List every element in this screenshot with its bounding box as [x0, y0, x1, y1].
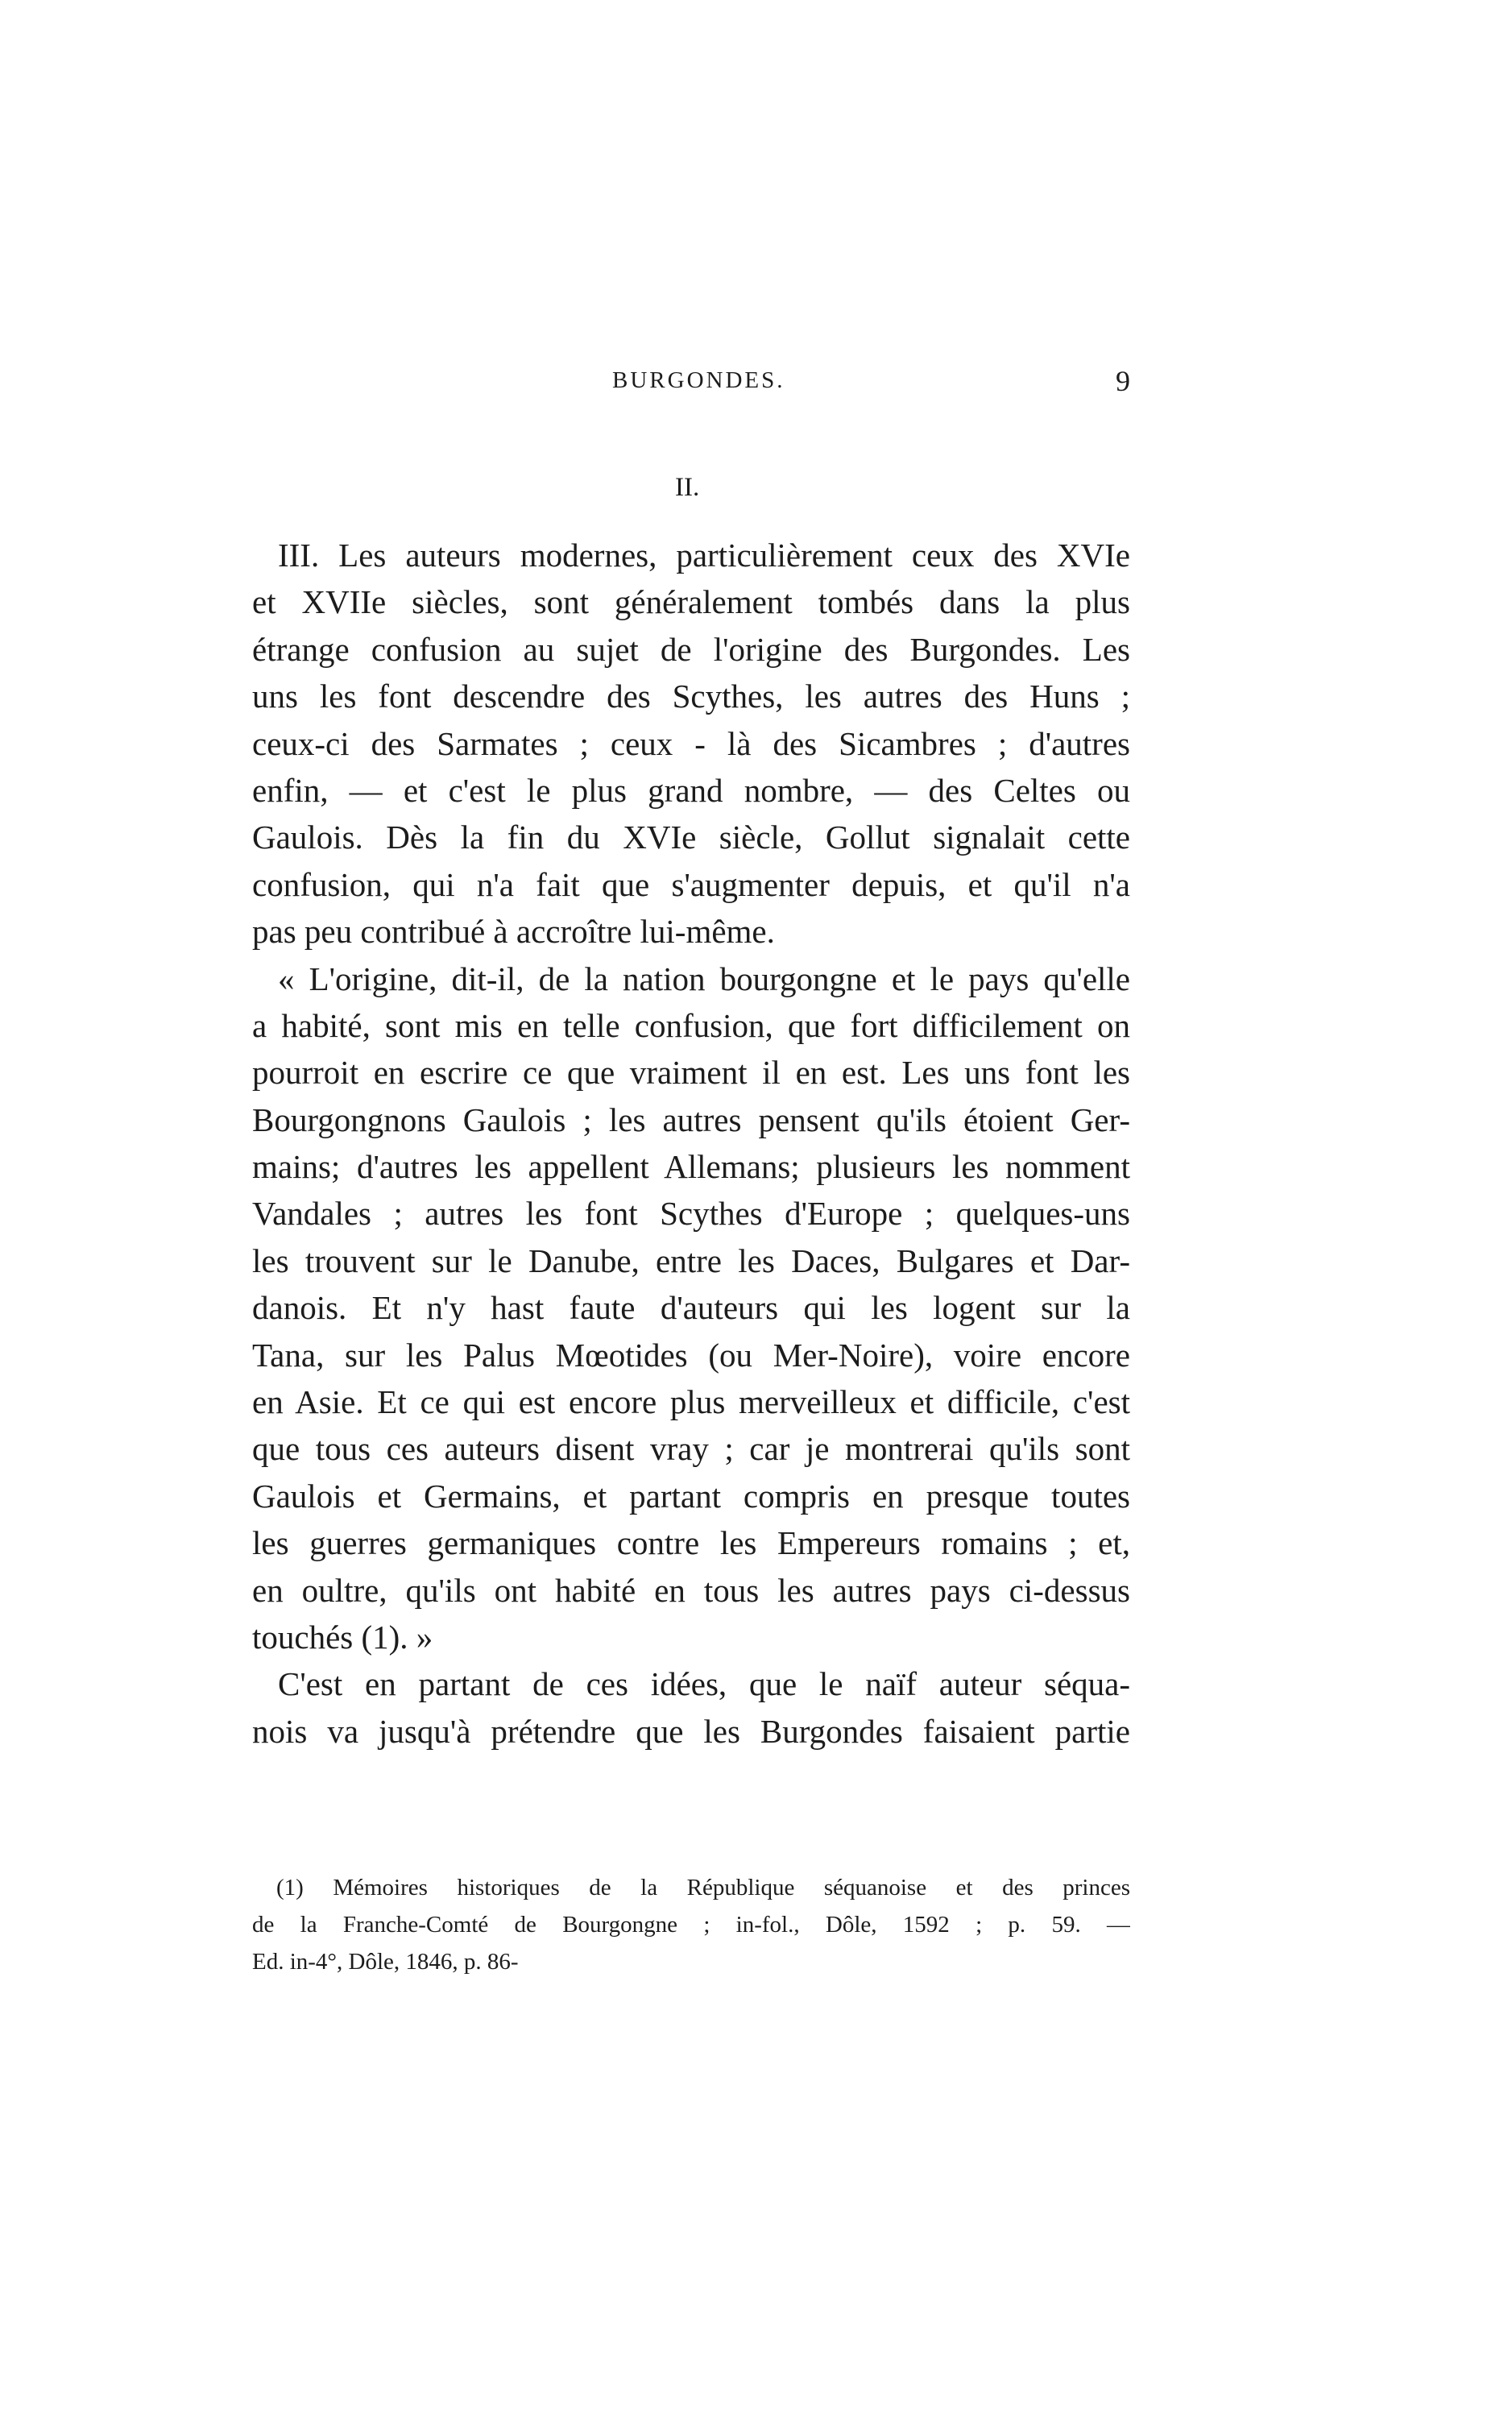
quote-line: « L'origine, dit-il, de la nation bourgongne et le pays qu'elle [278, 960, 1130, 997]
section-heading: II. [675, 473, 700, 502]
footnote-line: (1) Mémoires historiques de la République séquanoise et des princes [276, 1875, 1130, 1901]
text-line: confusion, qui n'a fait que s'augmenter depuis, et qu'il n'a [252, 865, 1130, 903]
footnotes [252, 1869, 1130, 1980]
quote-line: Vandales ; autres les font Scythes d'Europe ; quelques-uns [252, 1195, 1130, 1233]
quote-line: Bourgongnons Gaulois ; les autres pensent qu'ils étoient Ger- [252, 1101, 1130, 1138]
running-title: BURGONDES. [612, 367, 785, 393]
quote-line: Gaulois et Germains, et partant compris en presque toutes [252, 1477, 1130, 1515]
quote-line: touchés (1). » [252, 1618, 433, 1656]
footnote-line: de la Franche-Comté de Bourgongne ; in-fol., Dôle, 1592 ; p. 59. — [252, 1912, 1130, 1938]
quote-line: en oultre, qu'ils ont habité en tous les autres pays ci-dessus [252, 1571, 1130, 1609]
body-text [252, 532, 1130, 1755]
running-head [0, 367, 1512, 400]
quote-line: mains; d'autres les appellent Allemans; plusieurs les nomment [252, 1148, 1130, 1186]
text-line: Gaulois. Dès la fin du XVIe siècle, Gollut signalait cette [252, 819, 1130, 856]
quote-line: les trouvent sur le Danube, entre les Daces, Bulgares et Dar- [252, 1241, 1130, 1279]
text-line: étrange confusion au sujet de l'origine des Burgondes. Les [252, 630, 1130, 668]
text-line: C'est en partant de ces idées, que le naïf auteur séqua- [278, 1665, 1130, 1703]
quote-line: a habité, sont mis en telle confusion, que fort difficilement on [252, 1006, 1130, 1044]
text-line: III. Les auteurs modernes, particulièrement ceux des XVIe [278, 537, 1130, 574]
quote-line: en Asie. Et ce qui est encore plus merveilleux et difficile, c'est [252, 1383, 1130, 1421]
quote-line: Tana, sur les Palus Mœotides (ou Mer-Noire), voire encore [252, 1336, 1130, 1374]
footnote-line: Ed. in-4°, Dôle, 1846, p. 86- [252, 1949, 519, 1975]
text-line: ceux-ci des Sarmates ; ceux - là des Sicambres ; d'autres [252, 724, 1130, 762]
text-line: uns les font descendre des Scythes, les autres des Huns ; [252, 678, 1130, 715]
quote-line: danois. Et n'y hast faute d'auteurs qui les logent sur la [252, 1289, 1130, 1327]
text-line: enfin, — et c'est le plus grand nombre, — des Celtes ou [252, 771, 1130, 809]
quote-line: que tous ces auteurs disent vray ; car je montrerai qu'ils sont [252, 1430, 1130, 1468]
page-number: 9 [1116, 365, 1130, 397]
text-line: pas peu contribué à accroître lui-même. [252, 913, 775, 951]
text-line: et XVIIe siècles, sont généralement tombés dans la plus [252, 583, 1130, 621]
quote-line: les guerres germaniques contre les Empereurs romains ; et, [252, 1524, 1130, 1562]
text-line: nois va jusqu'à prétendre que les Burgondes faisaient partie [252, 1712, 1130, 1750]
quote-line: pourroit en escrire ce que vraiment il en est. Les uns font les [252, 1054, 1130, 1092]
